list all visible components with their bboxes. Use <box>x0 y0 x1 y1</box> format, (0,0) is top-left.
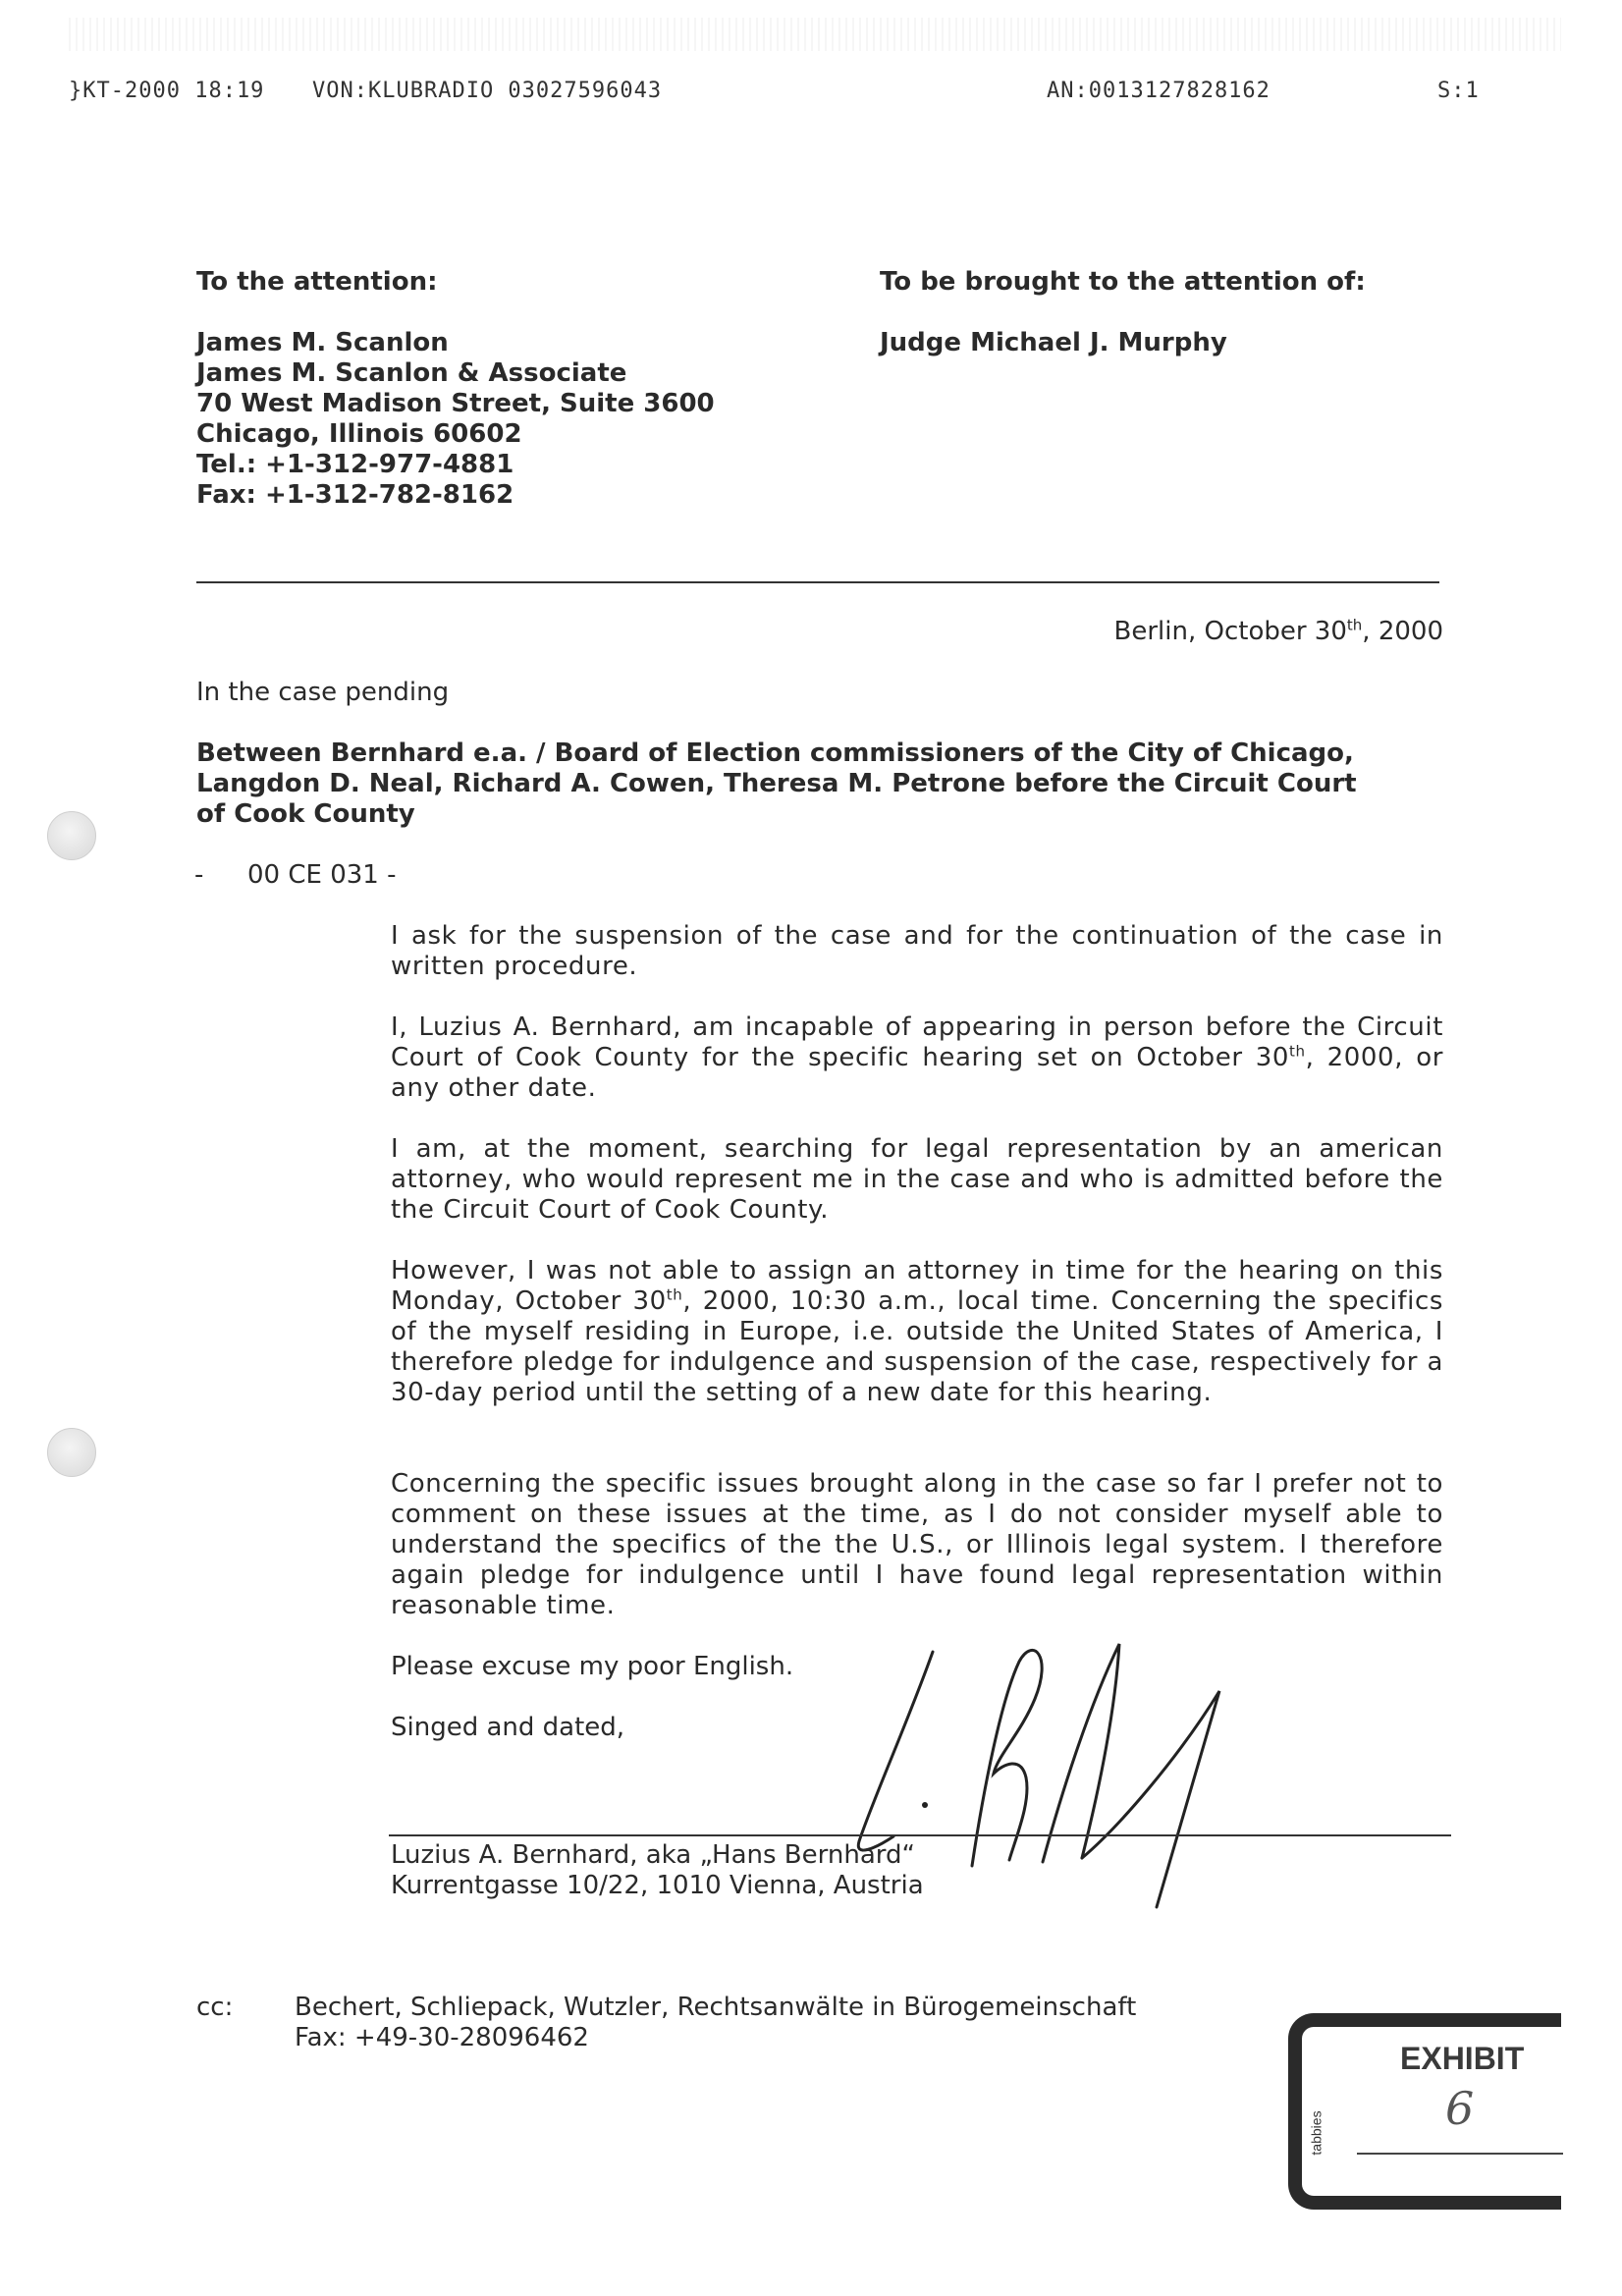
case-dash: - <box>194 860 204 890</box>
case-title <box>196 738 1357 830</box>
closing-apology: Please excuse my poor English. <box>391 1652 794 1681</box>
signature-line <box>389 1834 1451 1836</box>
body-paragraph: I, Luzius A. Bernhard, am incapable of appearing in person before the Circuit Court of Cook County for the specific hearing set on October 30th, 2000, or any other date. <box>391 1012 1443 1103</box>
fax-page: S:1 <box>1437 79 1480 103</box>
exhibit-number-line <box>1357 2153 1563 2155</box>
fax-recipient: AN:0013127828162 <box>1047 79 1271 103</box>
body-paragraph: However, I was not able to assign an attorney in time for the hearing on this Monday, October 30th, 2000, 10:30 a.m., local time. Concerning the specifics of the myself residing in Europe, i.e. outside the United States of America, I therefore pledge for indulgence and suspension of the case, respectively for a 30-day period until the setting of a new date for this hearing. <box>391 1256 1444 1407</box>
exhibit-brand: tabbies <box>1308 2110 1325 2156</box>
punch-hole <box>47 1428 96 1477</box>
case-title-line: of Cook County <box>196 799 415 829</box>
addressee-line: Tel.: +1-312-977-4881 <box>196 450 514 479</box>
fax-transmission-noise <box>69 18 1561 51</box>
date-line: Berlin, October 30th, 2000 <box>1113 616 1443 646</box>
exhibit-title: EXHIBIT <box>1400 2041 1525 2076</box>
case-intro: In the case pending <box>196 678 450 707</box>
addressee-block <box>196 328 715 511</box>
punch-hole <box>47 811 96 860</box>
attention-heading: To the attention: <box>196 267 438 297</box>
body-paragraph: I am, at the moment, searching for legal representation by an american attorney, who would represent me in the case and who is admitted before the the Circuit Court of Cook County. <box>391 1134 1443 1225</box>
judge-name: Judge Michael J. Murphy <box>880 328 1227 357</box>
fax-date-time: }KT-2000 18:19 <box>69 79 265 103</box>
body-paragraph: Concerning the specific issues brought along in the case so far I prefer not to comment on these issues at the time, as I do not consider myself able to understand the specifics of the the U.S., or Illinois legal system. I therefore again pledge for indulgence until I have found legal representation within reasonable time. <box>391 1469 1443 1620</box>
fax-header <box>0 79 1622 108</box>
exhibit-sticker <box>1288 2013 1561 2210</box>
addressee-line: 70 West Madison Street, Suite 3600 <box>196 389 715 418</box>
header-divider <box>196 581 1439 583</box>
cc-label: cc: <box>196 1993 234 2022</box>
cc-fax: Fax: +49-30-28096462 <box>295 2023 589 2052</box>
fax-sender: VON:KLUBRADIO 03027596043 <box>312 79 663 103</box>
addressee-line: Fax: +1-312-782-8162 <box>196 480 514 510</box>
exhibit-number: 6 <box>1445 2082 1475 2135</box>
body-paragraph: I ask for the suspension of the case and for the continuation of the case in written procedure. <box>391 921 1443 981</box>
addressee-line: James M. Scanlon <box>196 328 449 357</box>
case-title-line: Langdon D. Neal, Richard A. Cowen, Theresa M. Petrone before the Circuit Court <box>196 769 1357 798</box>
case-title-line: Between Bernhard e.a. / Board of Election commissioners of the City of Chicago, <box>196 738 1354 768</box>
signatory-address: Kurrentgasse 10/22, 1010 Vienna, Austria <box>391 1871 924 1900</box>
addressee-line: Chicago, Illinois 60602 <box>196 419 522 449</box>
brought-to-attention-heading: To be brought to the attention of: <box>880 267 1366 297</box>
signed-dated: Singed and dated, <box>391 1713 625 1742</box>
addressee-line: James M. Scanlon & Associate <box>196 358 627 388</box>
case-number: 00 CE 031 - <box>247 860 397 890</box>
signatory-name: Luzius A. Bernhard, aka „Hans Bernhard“ <box>391 1840 915 1870</box>
cc-recipient: Bechert, Schliepack, Wutzler, Rechtsanwälte in Bürogemeinschaft <box>295 1993 1137 2022</box>
